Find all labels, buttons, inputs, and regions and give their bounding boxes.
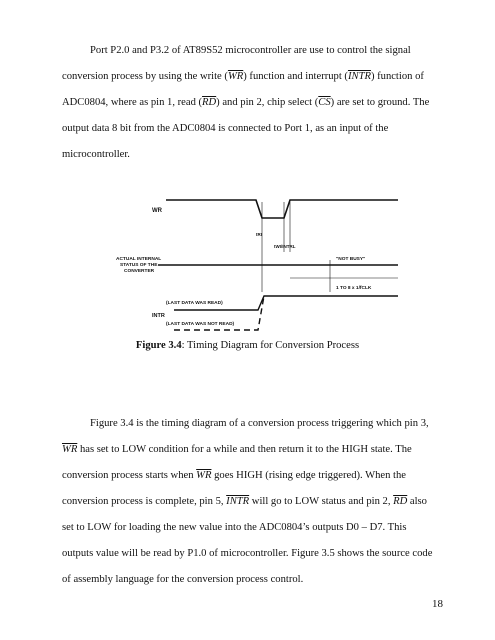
timing-diagram: [108, 192, 408, 332]
wr-waveform: [166, 200, 398, 218]
wr-signal: $\overline{WR}$: [227, 71, 244, 82]
intro-text-4: ) and pin 2, chip select (: [216, 97, 319, 108]
body-paragraph: [62, 411, 437, 593]
status-label-3: CONVERTER: [124, 269, 155, 274]
body-text-5: also set to LOW for loading the new value into the ADC0804’s outputs D0 – D7. This outputs value will be read by P1.0 of microcontroller. Figure 3.5 shows the source code of assembly language for the conversion process control.: [62, 496, 433, 585]
body-text-3: goes HIGH (rising edge triggered). When the conversion process is complete, pin 5,: [62, 470, 407, 507]
cs-signal: $\overline{CS}$: [318, 97, 331, 108]
intr-waveform-label: INTR: [152, 313, 165, 319]
intr-signal-body: INTR: [226, 496, 250, 507]
timing-diagram-svg: [108, 192, 408, 332]
clock-range-label: 1 TO 8 x 1/fCLK: [336, 286, 372, 291]
wr-waveform-label: WR: [152, 208, 162, 214]
t-ri-label: tRI: [256, 232, 262, 237]
page-number: 18: [432, 598, 443, 610]
body-text-4: will go to LOW status and pin 2,: [249, 496, 394, 507]
t-wintr-label: tWI/INTRL: [274, 244, 296, 249]
intro-text-1: Port P2.0 and P3.2 of AT89S52 microcontroller are use to control the signal conversion process by using the write (: [62, 45, 411, 82]
body-text-2: has set to LOW condition for a while and then return it to the HIGH state. The conversion process starts when: [62, 444, 412, 481]
status-label-2: STATUS OF THE: [120, 263, 158, 268]
figure-caption-text: : Timing Diagram for Conversion Process: [181, 340, 360, 351]
last-read-label: (LAST DATA WAS READ): [166, 301, 223, 306]
intro-text-3: ) function of ADC0804, where as pin 1, read (: [62, 71, 424, 108]
status-label-1: ACTUAL INTERNAL: [116, 257, 162, 262]
intro-paragraph: [62, 38, 437, 168]
rd-signal-body: $\overline{RD}$: [393, 496, 408, 507]
wr-signal-1: $\overline{WR}$: [62, 444, 78, 455]
intr-signal: INTR: [347, 71, 371, 82]
last-not-read-label: (LAST DATA WAS NOT READ): [166, 322, 235, 327]
body-text-1: Figure 3.4 is the timing diagram of a conversion process triggering which pin 3,: [90, 418, 429, 429]
rd-signal: $\overline{RD}$: [202, 97, 217, 108]
intro-text-2: ) function and interrupt (: [243, 71, 348, 82]
not-busy-label: "NOT BUSY": [336, 257, 366, 262]
intro-text-5: ) are set to ground. The output data 8 bit from the ADC0804 is connected to Port 1, as an input of the microcontroller.: [62, 97, 430, 160]
figure-caption: [0, 340, 495, 351]
wr-signal-2: $\overline{WR}$: [196, 470, 212, 481]
figure-caption-label: Figure 3.4: [135, 340, 182, 351]
